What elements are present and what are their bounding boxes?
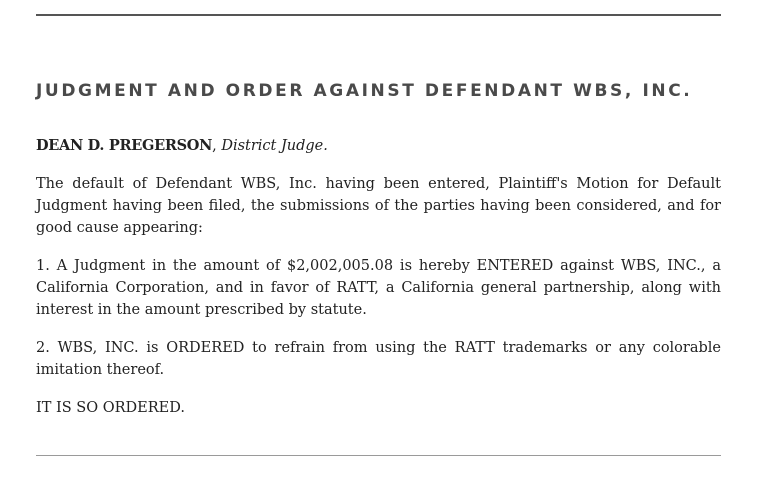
judge-title: District Judge. (221, 138, 328, 154)
document-body (36, 135, 721, 435)
document-page (36, 0, 721, 481)
judge-name: DEAN D. PREGERSON (36, 137, 213, 154)
judge-line (36, 135, 721, 157)
document-heading: JUDGMENT AND ORDER AGAINST DEFENDANT WBS, INC. (36, 81, 693, 101)
paragraph-preamble: The default of Defendant WBS, Inc. having been entered, Plaintiff's Motion for Default Judgment having been filed, the submissions of the parties having been considered, and for good cause appearing: (36, 176, 721, 236)
top-divider (36, 14, 721, 16)
bottom-divider (36, 455, 721, 456)
judge-separator: , (212, 138, 222, 154)
paragraph-so-ordered: IT IS SO ORDERED. (36, 400, 185, 416)
paragraph-judgment-amount: 1. A Judgment in the amount of $2,002,005.08 is hereby ENTERED against WBS, INC., a California Corporation, and in favor of RATT, a California general partnership, along with interest in the amount prescribed by statute. (36, 258, 721, 318)
paragraph-trademark-order: 2. WBS, INC. is ORDERED to refrain from using the RATT trademarks or any colorable imitation thereof. (36, 340, 721, 378)
